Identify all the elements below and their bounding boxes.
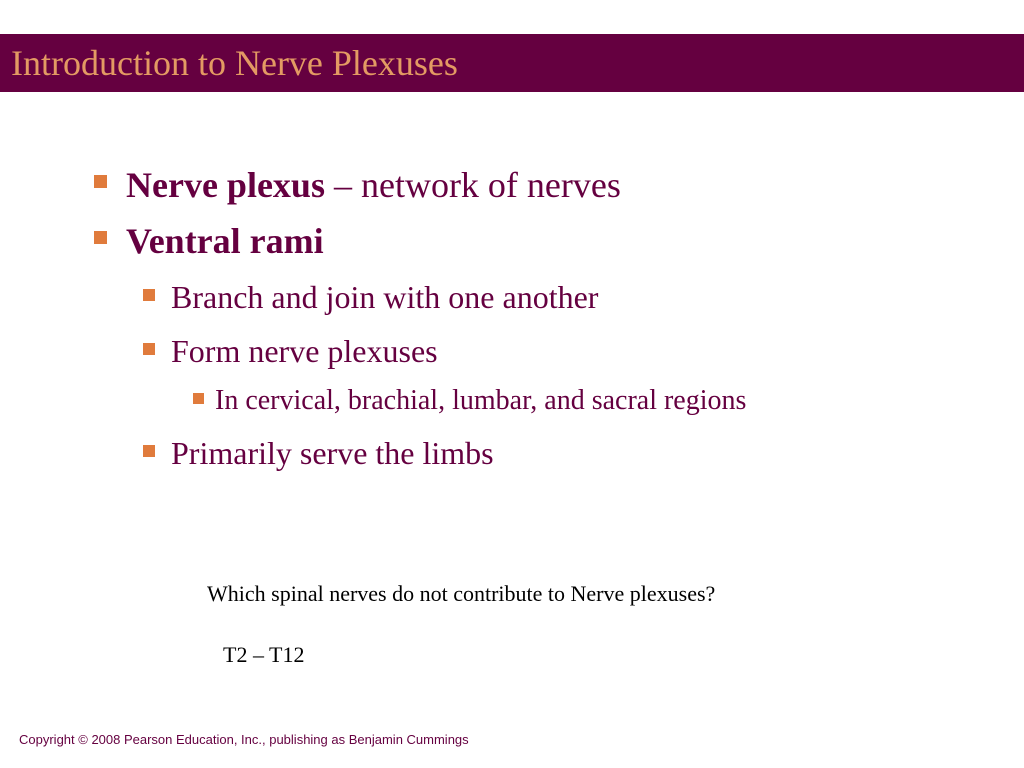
bullet-branch-join xyxy=(171,278,598,316)
bullet-square-icon xyxy=(143,343,155,355)
bullet-text: Branch and join with one another xyxy=(171,279,599,315)
copyright-footer: Copyright © 2008 Pearson Education, Inc., publishing as Benjamin Cummings xyxy=(19,732,469,747)
bullet-square-icon xyxy=(143,289,155,301)
bullet-text: Form nerve plexuses xyxy=(171,333,438,369)
answer-text: T2 – T12 xyxy=(223,642,305,667)
bullet-regions xyxy=(215,384,746,418)
bullet-ventral-rami xyxy=(126,220,324,262)
bullet-square-icon xyxy=(193,393,204,404)
bullet-square-icon xyxy=(143,445,155,457)
title-bar xyxy=(0,34,1024,92)
bullet-definition: – network of nerves xyxy=(324,165,621,205)
bullet-text: In cervical, brachial, lumbar, and sacral regions xyxy=(215,385,747,416)
bullet-text: Primarily serve the limbs xyxy=(171,435,494,471)
bullet-form-plexuses xyxy=(171,332,438,370)
bullet-term: Nerve plexus xyxy=(126,165,325,205)
bullet-term: Ventral rami xyxy=(126,221,324,261)
slide-title: Introduction to Nerve Plexuses xyxy=(11,43,458,83)
bullet-square-icon xyxy=(94,231,107,244)
bullet-serve-limbs xyxy=(171,434,494,472)
question-text: Which spinal nerves do not contribute to Nerve plexuses? xyxy=(207,581,716,606)
bullet-square-icon xyxy=(94,175,107,188)
bullet-nerve-plexus xyxy=(126,164,621,206)
